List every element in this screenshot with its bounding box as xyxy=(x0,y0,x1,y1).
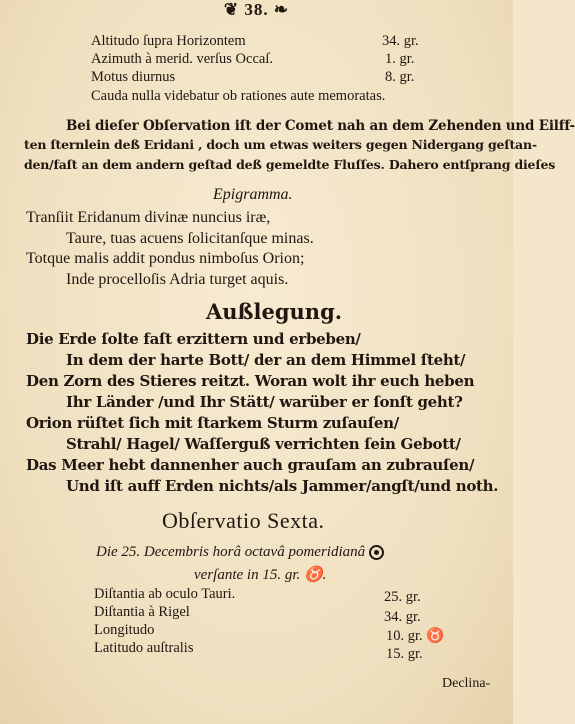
auslegung-line: Orion rüſtet ſich mit ſtarkem Sturm zuſauſen/ xyxy=(26,414,399,432)
auslegung-line: Strahl/ Hagel/ Waſſerguß verrichten ſein Gebott/ xyxy=(66,435,461,453)
auslegung-line: Die Erde ſolte faſt erzittern und erbeben/ xyxy=(26,330,361,348)
catchword: Declina- xyxy=(442,676,491,691)
auslegung-title: Außlegung. xyxy=(206,299,343,324)
observation-row-label: Motus diurnus xyxy=(91,69,176,85)
epigramma-title: Epigramma. xyxy=(213,186,293,203)
observatio-row-label: Longitudo xyxy=(94,622,155,638)
epigramma-line: Totque malis addit pondus nimboſus Orion; xyxy=(26,250,305,267)
epigramma-line: Inde procelloſis Adria turget aquis. xyxy=(66,271,289,288)
observatio-row-value: 15. gr. xyxy=(386,646,423,662)
fleuron-right-icon: ❧ xyxy=(268,0,290,19)
observatio-row-label: Diſtantia à Rigel xyxy=(94,604,190,620)
observatio-row-value: 25. gr. xyxy=(384,589,421,605)
fleuron-left-icon: ❦ xyxy=(223,0,245,19)
auslegung-line: Und iſt auff Erden nichts/als Jammer/angſt/und noth. xyxy=(66,477,499,495)
epigramma-line: Tranſiit Eridanum divinæ nuncius iræ, xyxy=(26,209,271,226)
page-header xyxy=(0,0,513,20)
observatio-heading-line xyxy=(96,544,384,561)
german-paragraph-line: ten ſternlein deß Eridani , doch um etwas weiters gegen Nidergang geſtan- xyxy=(24,137,537,152)
sun-symbol-icon xyxy=(369,545,384,560)
observatio-heading-line-2: verſante in 15. gr. ♉. xyxy=(194,567,327,583)
epigramma-line: Taure, tuas acuens ſolicitanſque minas. xyxy=(66,230,314,247)
observatio-heading-text: Die 25. Decembris horâ octavâ pomeridianâ xyxy=(96,544,366,560)
observatio-row-label: Diſtantia ab oculo Tauri. xyxy=(94,586,236,602)
auslegung-line: Ihr Länder /und Ihr Stätt/ warüber er ſonſt geht? xyxy=(66,393,463,411)
german-paragraph-line: Bei dieſer Obſervation iſt der Comet nah an dem Zehenden und Eilff- xyxy=(66,118,575,134)
cauda-line: Cauda nulla videbatur ob rationes aute memoratas. xyxy=(91,88,386,104)
observation-row-value: 34. gr. xyxy=(382,33,419,49)
observatio-row-label: Latitudo auſtralis xyxy=(94,640,194,656)
observatio-row-value: 10. gr. ♉ xyxy=(386,628,445,644)
auslegung-line: Das Meer hebt dannenher auch grauſam an zubrauſen/ xyxy=(26,456,475,474)
auslegung-line: Den Zorn des Stieres reitzt. Woran wolt ihr euch heben xyxy=(26,372,475,390)
auslegung-line: In dem der harte Bott/ der an dem Himmel ſteht/ xyxy=(66,351,466,369)
observation-row-value: 1. gr. xyxy=(385,51,415,67)
observatio-row-value: 34. gr. xyxy=(384,609,421,625)
observation-row-value: 8. gr. xyxy=(385,69,415,85)
observation-row-label: Azimuth à merid. verſus Occaſ. xyxy=(91,51,273,67)
german-paragraph-line: den/faſt an dem andern geſtad deß gemeldte Fluſſes. Dahero entſprang dieſes xyxy=(24,157,556,172)
page-number: 38. xyxy=(244,0,269,19)
observatio-sexta-title: Obſervatio Sexta. xyxy=(162,508,325,533)
observation-row-label: Altitudo ſupra Horizontem xyxy=(91,33,246,49)
